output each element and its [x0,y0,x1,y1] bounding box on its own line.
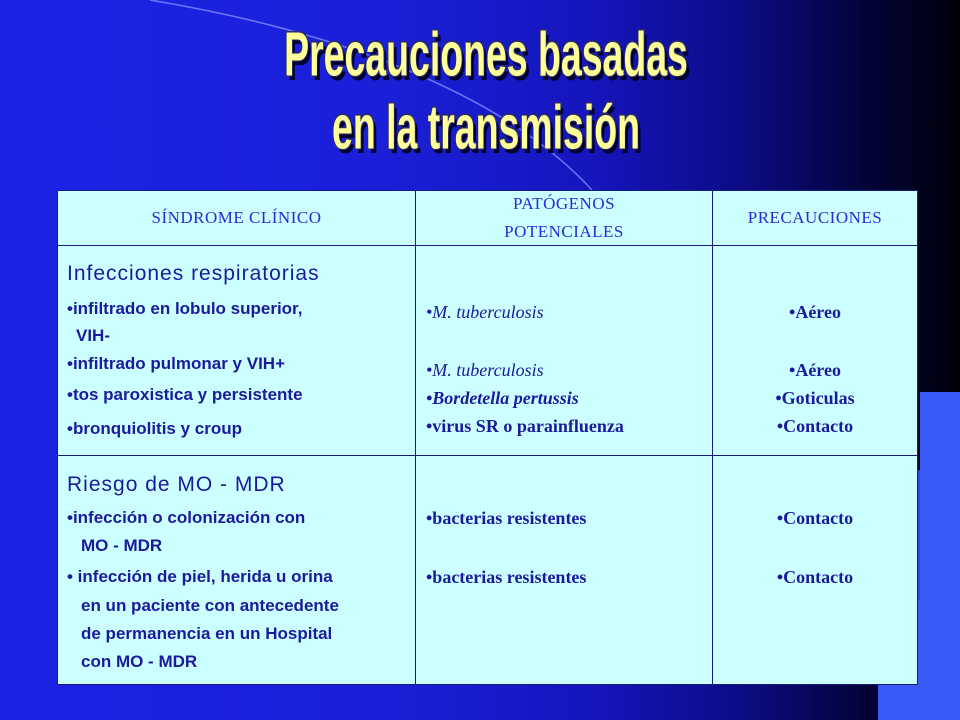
row-respiratory-syndrome-cell [58,246,416,456]
precaution-item: •Contacto [776,508,854,528]
header-cell-pathogens [416,191,713,246]
row-respiratory-precautions-cell [713,246,917,456]
row-mdr-syndrome-cell [58,456,416,684]
transmission-precautions-table [57,190,918,685]
row-mdr-pathogens-cell [416,456,713,684]
syndrome-line: •tos paroxistica y persistente [67,385,303,404]
row-mdr-precautions-cell [713,456,917,684]
pathogen-item: •M. tuberculosis [426,302,544,322]
row-respiratory-pathogens-cell [416,246,713,456]
pathogen-item: •virus SR o parainfluenza [426,416,624,436]
header-syndrome: SÍNDROME CLÍNICO [151,208,322,227]
slide-title-line-1: Precauciones basadas [284,20,688,90]
syndrome-line: MO - MDR [81,536,163,555]
header-precautions: PRECAUCIONES [747,208,883,227]
syndrome-line: •infección o colonización con [67,508,306,527]
pathogen-item: •Bordetella pertussis [426,388,579,408]
pathogen-item: •M. tuberculosis [426,360,544,380]
syndrome-heading: Infecciones respiratorias [67,262,320,285]
header-pathogens-line-1: PATÓGENOS [512,194,616,213]
header-pathogens-line-2: POTENCIALES [504,222,624,241]
syndrome-line: • infección de piel, herida u orina [67,567,333,586]
syndrome-line: de permanencia en un Hospital [81,624,333,643]
pathogen-item: •bacterias resistentes [426,567,587,587]
header-cell-precautions [713,191,917,246]
syndrome-line: •infiltrado en lobulo superior, [67,299,303,318]
precaution-item: •Goticulas [775,388,855,408]
precaution-item: •Contacto [776,416,854,436]
syndrome-line: VIH- [76,326,110,345]
syndrome-line: en un paciente con antecedente [81,596,339,615]
slide-title-line-2: en la transmisión [332,93,640,163]
syndrome-line: •infiltrado pulmonar y VIH+ [67,354,286,373]
precaution-item: •Aéreo [789,302,841,322]
header-cell-syndrome [58,191,416,246]
syndrome-line: •bronquiolitis y croup [67,419,243,438]
precaution-item: •Aéreo [789,360,841,380]
syndrome-line: con MO - MDR [81,652,198,671]
precaution-item: •Contacto [776,567,854,587]
syndrome-heading: Riesgo de MO - MDR [67,473,286,496]
pathogen-item: •bacterias resistentes [426,508,587,528]
